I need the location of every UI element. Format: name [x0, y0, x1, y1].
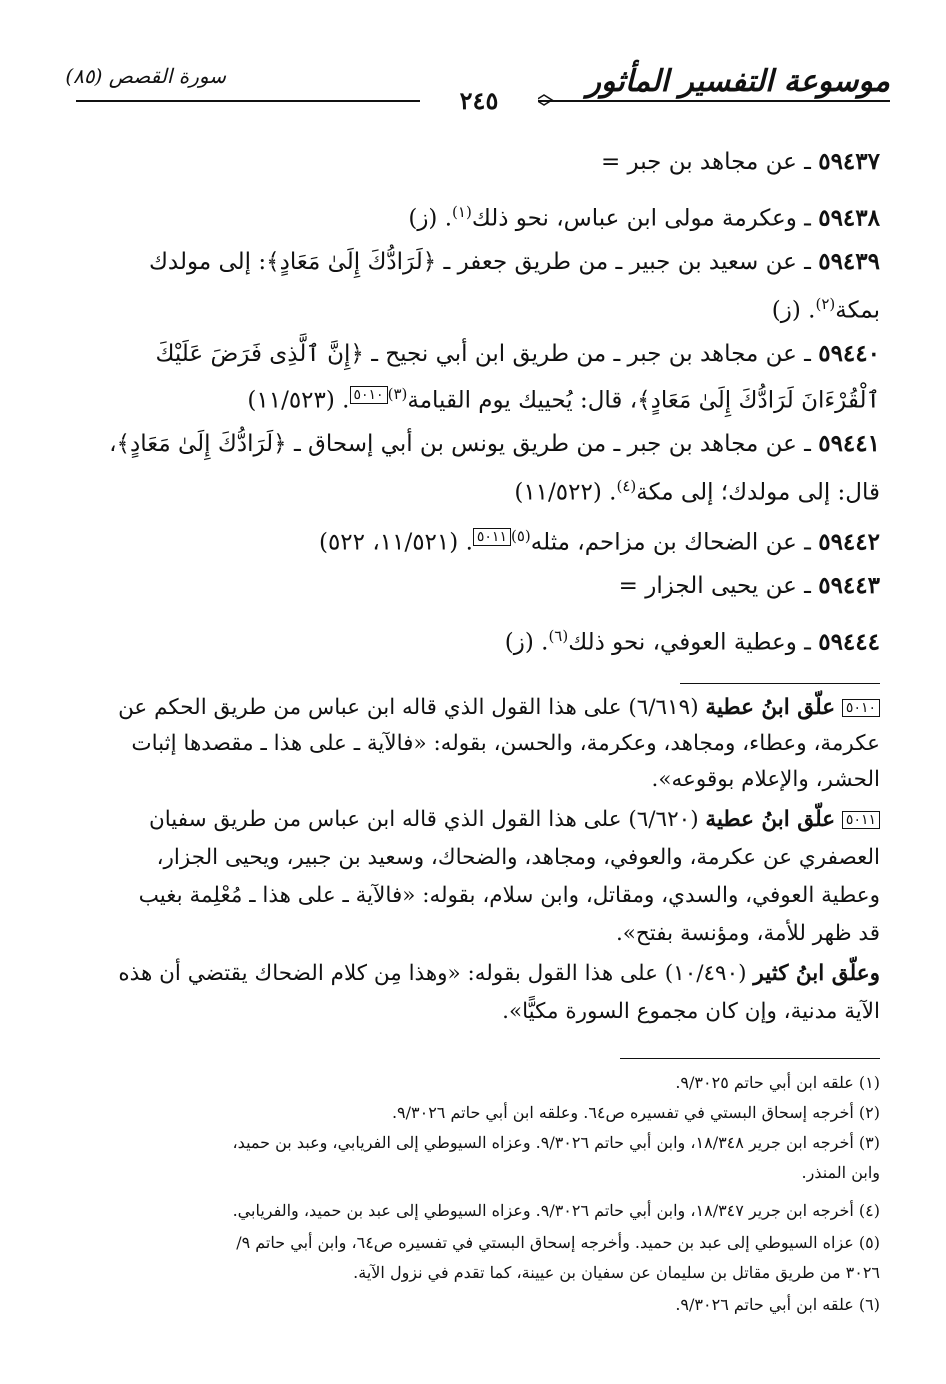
footnote-ref[interactable]: (٦) — [548, 627, 569, 645]
narration-source: . (١١/٥٢٢) — [514, 479, 617, 506]
narration-59437 — [76, 142, 880, 182]
narration-number: ٥٩٤٤٣ — [818, 572, 880, 599]
commentary-text: (٦/٦١٩) على هذا القول الذي قاله ابن عباس من طريق الحكم عن — [118, 695, 699, 720]
footnote-4: (٤) أخرجه ابن جرير ١٨/٣٤٧، وابن أبي حاتم ٩/٣٠٢٦. وعزاه السيوطي إلى عبد بن حميد، والفريابي. — [232, 1201, 880, 1220]
commentary-5011-line-4 — [76, 916, 880, 952]
narration-59439 — [76, 242, 880, 282]
narration-text: ـ وعطية العوفي، نحو ذلك — [568, 629, 811, 656]
narration-text: ـ عن سعيد بن جبير ـ من طريق جعفر ـ ﴿لَرَادُّكَ إِلَىٰ مَعَادٍ﴾: إلى مولدك — [148, 249, 811, 275]
narration-59441 — [76, 424, 880, 464]
commentary-5010-line-3 — [76, 762, 880, 798]
footnote-6: (٦) علقه ابن أبي حاتم ٩/٣٠٢٦. — [675, 1295, 880, 1314]
narration-source: . (ز) — [408, 205, 453, 232]
commentary-5011-line-2 — [76, 840, 880, 876]
commentary-lead: وعلّق ابنُ كثير — [753, 961, 880, 986]
footnote-divider — [620, 1058, 880, 1059]
narration-59439-cont — [772, 284, 880, 331]
narration-text: ـ وعكرمة مولى ابن عباس، نحو ذلك — [471, 205, 811, 232]
commentary-text: الآية مدنية، وإن كان مجموع السورة مكيًّا». — [502, 999, 880, 1024]
footnote-1: (١) علقه ابن أبي حاتم ٩/٣٠٢٥. — [675, 1073, 880, 1092]
narration-number: ٥٩٤٣٧ — [818, 148, 880, 175]
narration-text: قال: إلى مولدك؛ إلى مكة — [636, 479, 880, 506]
narration-source: . (ز) — [771, 297, 816, 324]
narration-59444 — [76, 616, 880, 663]
narration-text: ـ عن مجاهد بن جبر = — [600, 149, 811, 175]
narration-number: ٥٩٤٤١ — [818, 430, 880, 457]
footnote-ref[interactable]: (٣) — [387, 385, 408, 403]
page-number: ٢٤٥ — [420, 88, 538, 114]
comment-marker[interactable]: ٥٠١١ — [473, 528, 511, 546]
narration-text: ـ عن الضحاك بن مزاحم، مثله — [530, 529, 811, 556]
narration-text: ـ عن يحيى الجزار = — [618, 573, 811, 599]
comment-marker: ٥٠١٠ — [842, 699, 880, 717]
footnote-2: (٢) أخرجه إسحاق البستي في تفسيره ص٦٤. وعلقه ابن أبي حاتم ٩/٣٠٢٦. — [391, 1103, 880, 1122]
narration-number: ٥٩٤٣٩ — [818, 248, 880, 275]
narration-59442 — [76, 516, 880, 563]
narration-number: ٥٩٤٤٤ — [818, 628, 880, 656]
narration-text: ـ عن مجاهد بن جبر ـ من طريق ابن أبي نجيح ـ ﴿إِنَّ ٱلَّذِى فَرَضَ عَلَيْكَ — [155, 341, 811, 367]
narration-number: ٥٩٤٤٠ — [818, 340, 880, 367]
commentary-text: (١٠/٤٩٠) على هذا القول بقوله: «وهذا مِن كلام الضحاك يقتضي أن هذه — [118, 961, 747, 986]
book-title: موسوعة التفسير المأثور — [586, 64, 890, 99]
footnote-5: (٥) عزاه السيوطي إلى عبد بن حميد. وأخرجه إسحاق البستي في تفسيره ص٦٤، وابن أبي حاتم ٩/ — [236, 1233, 880, 1252]
footnote-ref[interactable]: (٤) — [616, 477, 637, 495]
commentary-ibn-kathir-line-2 — [76, 994, 880, 1030]
footnote-ref[interactable]: (١) — [452, 203, 472, 221]
commentary-5010-line-2 — [76, 726, 880, 762]
narration-text: بمكة — [835, 297, 880, 324]
commentary-text: عكرمة، وعطاء، ومجاهد، وعكرمة، والحسن، بقوله: «فالآية ـ على هذا ـ مقصدها إثبات — [131, 731, 880, 756]
commentary-5011-line-1 — [76, 802, 880, 838]
narration-59443 — [76, 566, 880, 606]
commentary-ibn-kathir-line-1 — [76, 956, 880, 992]
commentary-text: (٦/٦٢٠) على هذا القول الذي قاله ابن عباس من طريق سفيان — [148, 807, 699, 832]
section-divider — [680, 683, 880, 684]
narration-number: ٥٩٤٣٨ — [818, 204, 880, 232]
commentary-5010-line-1 — [76, 690, 880, 726]
comment-marker[interactable]: ٥٠١٠ — [350, 386, 388, 404]
narration-59440 — [76, 334, 880, 374]
footnote-5-cont: ٣٠٢٦ من طريق مقاتل بن سليمان عن سفيان بن عيينة، كما تقدم في نزول الآية. — [353, 1263, 880, 1282]
commentary-text: وعطية العوفي، والسدي، ومقاتل، وابن سلام، بقوله: «فالآية ـ على هذا ـ مُعْلِمة بغيب — [138, 883, 880, 908]
narration-59441-cont — [514, 466, 880, 513]
commentary-lead: علّق ابنُ عطية — [705, 695, 836, 720]
commentary-5011-line-3 — [76, 878, 880, 914]
footnote-3-cont: وابن المنذر. — [801, 1163, 880, 1182]
surah-label: سورة القصص (٨٥) — [65, 64, 226, 88]
narration-number: ٥٩٤٤٢ — [818, 528, 880, 556]
narration-59438 — [76, 192, 880, 239]
footnote-ref[interactable]: (٢) — [815, 295, 836, 313]
narration-source: . (١١/٥٢١، ٥٢٢) — [318, 529, 473, 556]
narration-source: . (١١/٥٢٣) — [247, 387, 350, 414]
commentary-text: قد ظهر للأمة، ومؤنسة بفتح». — [615, 921, 880, 946]
narration-text: ٱلْقُرْءَانَ لَرَادُّكَ إِلَىٰ مَعَادٍ﴾، قال: يُحييك يوم القيامة — [407, 387, 880, 414]
narration-59440-cont — [247, 374, 880, 421]
narration-text: ـ عن مجاهد بن جبر ـ من طريق يونس بن أبي إسحاق ـ ﴿لَرَادُّكَ إِلَىٰ مَعَادٍ﴾، — [109, 431, 811, 457]
commentary-text: الحشر، والإعلام بوقوعه». — [651, 767, 880, 792]
narration-source: . (ز) — [504, 629, 549, 656]
comment-marker: ٥٠١١ — [842, 811, 880, 829]
footnote-ref[interactable]: (٥) — [510, 527, 531, 545]
footnote-3: (٣) أخرجه ابن جرير ١٨/٣٤٨، وابن أبي حاتم ٩/٣٠٢٦. وعزاه السيوطي إلى الفريابي، وعبد بن حميد، — [232, 1133, 880, 1152]
commentary-text: العصفري عن عكرمة، والعوفي، ومجاهد، والضحاك، وسعيد بن جبير، ويحيى الجزار، — [156, 845, 880, 870]
commentary-lead: علّق ابنُ عطية — [705, 807, 836, 832]
